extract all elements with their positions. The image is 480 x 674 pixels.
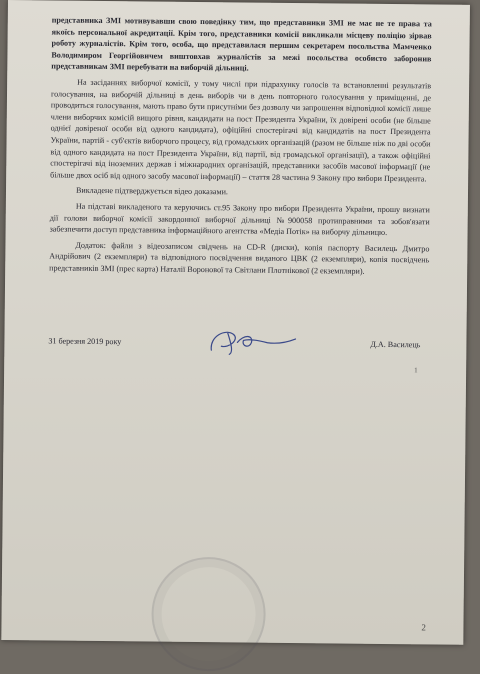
paragraph-attachments: Додаток: файли з відеозаписом свідчень на CD-R (диски), копія паспорту Василець Дмитро Андрійович (2 екземпляри) та відповідного посвідчення виданого ЦВК (2 екземпляри), копія посвідчень представників ЗМІ (прес карта) Наталії Воронової та Світлани Плотнікової (2 екземпляри). bbox=[49, 240, 430, 276]
document-page bbox=[1, 0, 470, 645]
paragraph-evidence: Викладене підтверджується відео доказами. bbox=[75, 186, 229, 197]
document-body bbox=[49, 14, 432, 281]
paragraph-law-citation: На засіданнях виборчої комісії, у тому числі при підрахунку голосів та встановленні результатів голосування, на виборчій дільниці в день виборів чи в день повторного голосування у приміщенні, де проводиться голосування, мають право бути присутніми без дозволу чи запрошення відповідної комісії лише члени виборчих комісій вищого рівня, кандидати на пост Президента України, їх довірені особи (не більше однієї довіреної особи від одного кандидата), офіційні спостерігачі від кандидатів на пост Президента України, партій - суб'єктів виборчого процесу, від громадських організацій (разом не більше ніж по дві особи від одного кандидата на пост Президента України, від партії, від громадської організації), а також офіційні спостерігачі від іноземних держав і міжнародних організацій, представники засобів масової інформації (не більше двох осіб від одного засобу масової інформації) – стаття 28 частина 9 Закону про вибори Президента. bbox=[50, 77, 432, 184]
faint-stamp-impression bbox=[151, 557, 266, 672]
document-date: 31 березня 2019 року bbox=[48, 336, 122, 347]
signer-name: Д.А. Василець bbox=[370, 339, 421, 350]
paragraph-incident: представника ЗМІ мотивувавши свою поведінку тим, що представники ЗМІ не має не те права та якоїсь персональної акредитації. Крім того, представники комісії викликали місцеву поліцію зірвав роботу журналістів. Крім того, особа, що представилася першим секретарем посольства Мамченко Володимиром Георгійовичем виштовхав журналістів за межі посольства особисто заборонив представникам ЗМІ перебувати на виборчій дільниці. bbox=[51, 15, 432, 73]
handwritten-signature bbox=[203, 324, 298, 359]
paragraph-request: На підставі викладеного та керуючись ст.95 Закону про вибори Президента України, прошу визнати дії голови виборчої комісії закордонної виборчої дільниці №900058 протиправними та зобов'язати забезпечити доступ представника інформаційного агентства «Медіа Потік» на виборчу дільницю. bbox=[49, 201, 430, 238]
signature-row bbox=[48, 322, 428, 360]
margin-mark: 1 bbox=[414, 366, 418, 375]
page-number: 2 bbox=[421, 622, 427, 633]
